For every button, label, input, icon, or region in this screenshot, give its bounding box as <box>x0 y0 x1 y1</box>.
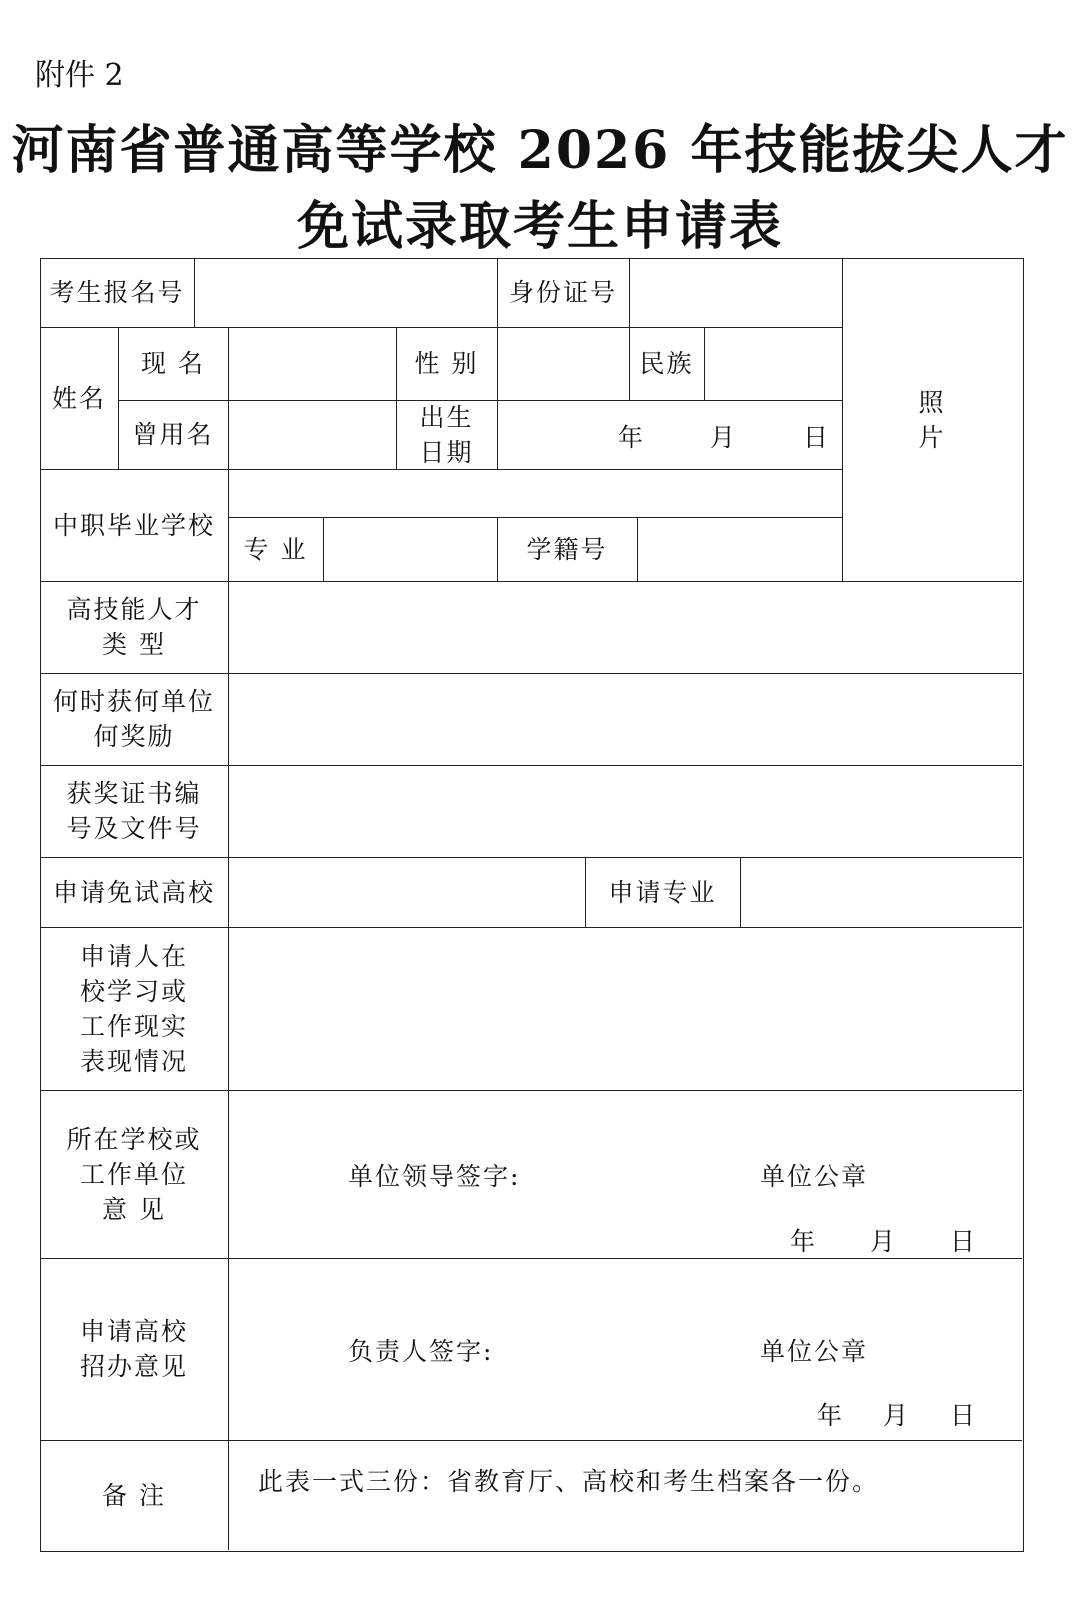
certificate-no-field[interactable] <box>228 765 1022 857</box>
name-label: 姓名 <box>51 383 106 413</box>
remarks-label: 备 注 <box>102 1480 166 1510</box>
registration-no-field[interactable] <box>194 258 497 327</box>
registration-no-label: 考生报名号 <box>49 278 185 307</box>
birth-day-label: 日 <box>803 423 831 452</box>
current-name-field[interactable] <box>228 327 396 400</box>
talent-type-label: 高技能人才 类 型 <box>66 595 202 659</box>
admission-day-label: 日 <box>950 1401 978 1430</box>
unit-seal-label: 单位公章 <box>760 1162 869 1191</box>
admission-year-label: 年 <box>817 1401 845 1430</box>
student-no-label: 学籍号 <box>526 534 608 564</box>
former-name-label: 曾用名 <box>132 420 214 449</box>
current-name-label: 现 名 <box>141 349 205 378</box>
apply-school-field[interactable] <box>228 857 585 927</box>
photo-label: 照 片 <box>918 387 946 452</box>
birth-date-label: 出生 日期 <box>419 402 474 467</box>
former-name-field[interactable] <box>228 400 396 469</box>
unit-opinion-label: 所在学校或 工作单位 意 见 <box>66 1124 202 1224</box>
major-field[interactable] <box>323 517 497 581</box>
apply-major-field[interactable] <box>740 857 1022 927</box>
performance-field[interactable] <box>228 927 1022 1090</box>
opinion-day-label: 日 <box>950 1227 978 1256</box>
vocational-school-label: 中职毕业学校 <box>52 510 215 540</box>
birth-year-label: 年 <box>618 423 646 452</box>
id-no-label: 身份证号 <box>508 278 617 307</box>
major-label: 专 业 <box>243 534 308 564</box>
apply-school-label: 申请免试高校 <box>52 877 215 907</box>
performance-label: 申请人在 校学习或 工作现实 表现情况 <box>79 941 188 1076</box>
photo-box[interactable] <box>842 258 1022 581</box>
admission-opinion-label: 申请高校 招办意见 <box>79 1317 188 1381</box>
leader-sign-label: 单位领导签字: <box>348 1162 521 1191</box>
gender-field[interactable] <box>497 327 629 400</box>
admission-month-label: 月 <box>883 1401 911 1430</box>
attachment-label: 附件 2 <box>35 58 124 93</box>
id-no-field[interactable] <box>629 258 842 327</box>
responsible-sign-label: 负责人签字: <box>348 1337 494 1366</box>
ethnicity-label: 民族 <box>639 349 694 378</box>
unit-seal-label: 单位公章 <box>760 1337 869 1366</box>
student-no-field[interactable] <box>637 517 842 581</box>
gender-label: 性 别 <box>414 349 479 378</box>
ethnicity-field[interactable] <box>704 327 842 400</box>
opinion-year-label: 年 <box>790 1227 818 1256</box>
birth-month-label: 月 <box>710 423 738 452</box>
talent-type-field[interactable] <box>228 581 1022 673</box>
remarks-text: 此表一式三份：省教育厅、高校和考生档案各一份。 <box>258 1467 880 1496</box>
apply-major-label: 申请专业 <box>608 877 717 907</box>
form-title-line-2: 免试录取考生申请表 <box>296 196 783 257</box>
award-info-label: 何时获何单位 何奖励 <box>52 687 215 751</box>
award-info-field[interactable] <box>228 673 1022 765</box>
form-title-line-1: 河南省普通高等学校 2026 年技能拔尖人才 <box>11 120 1069 181</box>
opinion-month-label: 月 <box>870 1227 898 1256</box>
vocational-school-field[interactable] <box>228 469 842 517</box>
certificate-no-label: 获奖证书编 号及文件号 <box>66 779 202 843</box>
